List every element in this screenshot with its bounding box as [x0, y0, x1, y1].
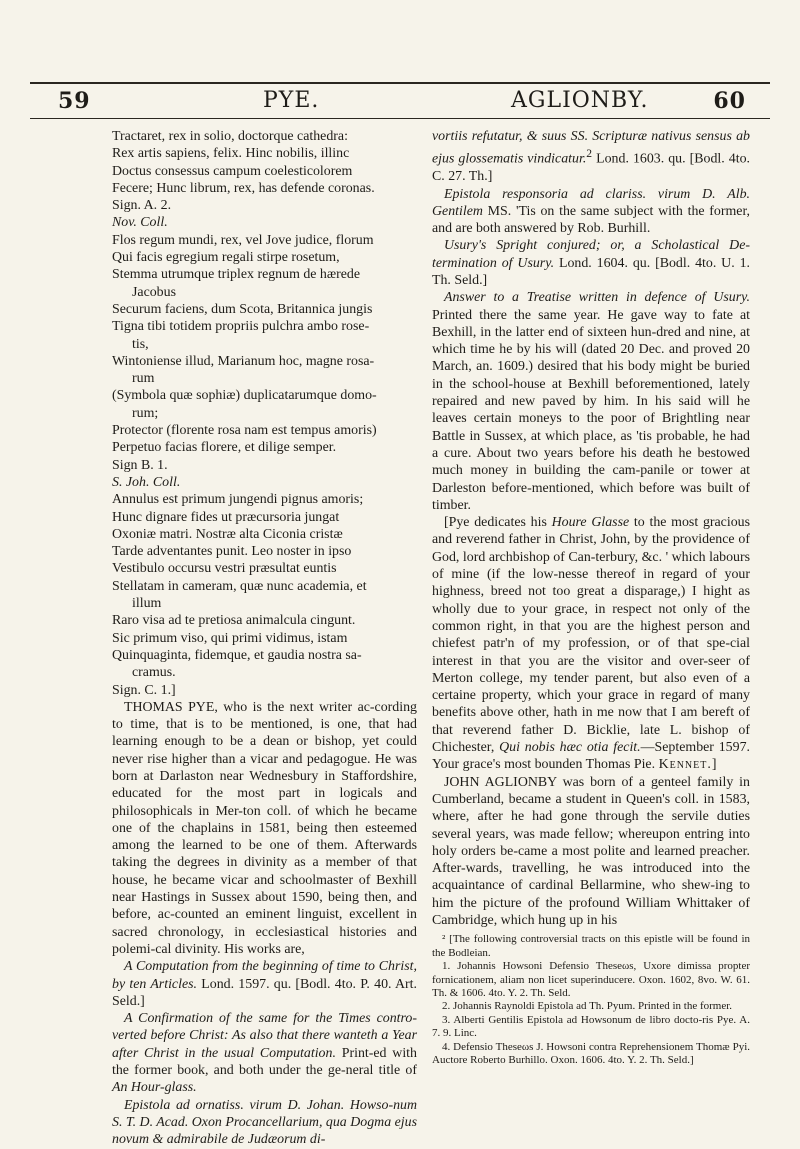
- signature-c1: Sign. C. 1.]: [112, 682, 176, 698]
- verse-line: Annulus est primum jungendi pignus amoris;: [112, 492, 364, 508]
- footnote: 4. Defensio Theseωs J. Howsoni contra Reprehensionem Thomæ Pyi. Auctore Roberto Burhillo. Oxon. 1606. 4to. Y. 2. Th. Seld.]: [432, 1040, 750, 1066]
- verse-line: Protector (florente rosa nam est tempus amoris): [112, 423, 377, 439]
- verse-line: Flos regum mundi, rex, vel Jove judice, florum: [112, 232, 374, 248]
- verse-line: cramus.: [132, 665, 176, 681]
- aglionby-name: JOHN AGLIONBY: [444, 774, 557, 790]
- verse-line: Perpetuo facias florere, et dilige semper.: [112, 440, 337, 456]
- verse-block-1: [112, 128, 417, 197]
- running-title-left: PYE.: [263, 88, 320, 113]
- epistola-continuation: [432, 128, 750, 186]
- work-epistola: Epistola ad ornatiss. virum D. Johan. Howso-num S. T. D. Acad. Oxon Procancellarium, qua Dogma ejus novum & admirabile de Judæorum di-: [112, 1097, 417, 1148]
- right-column: [432, 128, 750, 1067]
- left-column: [112, 128, 417, 1149]
- page-number-left: 59: [58, 88, 91, 114]
- work-imprint: Lond. 1597. qu. [Bodl. 4to. P. 40. Art. Seld.]: [112, 976, 417, 1009]
- verse-line: Stemma utrumque triplex regnum de hærede: [112, 267, 361, 283]
- text: to the most gracious and reverend father in Christ, John, by the providence of God, lord archbishop of Can-terbury, &c. ' which labours of mine (if the low-nesse thereof in regard of your highness, breed not too great a disparage,) I hight as wholly due to your grace, in respect not only of the common right, in that you are the highest person and chiefest patr'n of my profession, or of that spe-cial interest in that you are the visitor and over-seer of Merton college, my tender parent, but also even of a certaine property, which your grace in regard of many benefits above other, hath in me now that I am bereft of that reverend father D. Bicklie, late L. bishop of Chichester,: [432, 515, 750, 756]
- verse-line: Oxoniæ matri. Nostræ alta Ciconia cristæ: [112, 526, 343, 542]
- header-rule-bottom: [30, 118, 770, 119]
- verse-line: Tractaret, rex in solio, doctorque cathedra:: [112, 129, 348, 144]
- aglionby-biography: [432, 774, 750, 930]
- signature-b1: Sign B. 1.: [112, 457, 168, 473]
- signature-a2: Sign. A. 2.: [112, 198, 172, 214]
- latin-quote: Qui nobis hæc otia fecit.: [499, 740, 641, 756]
- footnote: 2. Johannis Raynoldi Epistola ad Th. Pyum. Printed in the former.: [442, 1000, 733, 1013]
- verse-line: Jacobus: [132, 284, 176, 300]
- verse-line: Quinquaginta, fidemque, et gaudia nostra sa-: [112, 647, 362, 663]
- pye-biography: [112, 699, 417, 958]
- work-title: Answer to a Treatise written in defence of Usury.: [444, 290, 750, 306]
- kennet-addition: [432, 514, 750, 773]
- verse-line: Tigna tibi totidem propriis pulchra ambo rose-: [112, 319, 370, 335]
- work-imprint: Lond. 1604. qu. [Bodl. 4to. U. 1. Th. Seld.]: [432, 255, 750, 288]
- work-imprint: Print-ed with the former book, and both under the ge-neral title of: [112, 1045, 417, 1079]
- work-usury-spright: [432, 237, 750, 289]
- footnote: 1. Johannis Howsoni Defensio Theseωs, Uxore dimissa propter fornicationem, aliam non licet superinducere. Oxon. 1602, 8vo. W. 61. Th. & 1606. 4to. Y. 2. Th. Seld.: [432, 960, 750, 999]
- work-note: Printed there the same year. He gave way to fate at Bexhill, in the latter end of sixteen hun-dred and nine, at which time he by his will (dated 20 Dec. and proved 20 March, an. 1609.) desired that his body might be buried in the school-house at Bexhill beforementioned, lately repaired and new paved by him. In his said will he leaves certain moneys to the poor of Brightling near Battle in Sussex, at which place, as 'tis probable, he had a cure. About two years before his death he bestowed much money in building the cam-panile or tower at Darleston before-mentioned, which before was built of timber.: [432, 307, 750, 513]
- verse-line: Securum faciens, dum Scota, Britannica jungis: [112, 301, 373, 317]
- work-title: A Confirmation of the same for the Times contro-verted before Christ: As also that there wanteth a Year after Christ in the usual Computation.: [112, 1011, 417, 1061]
- work-title: Epistola responsoria ad clariss. virum D. Alb. Gentilem: [432, 186, 750, 219]
- college-heading-stjohn: S. Joh. Coll.: [112, 474, 181, 490]
- work-title: A Computation from the beginning of time to Christ, by ten Articles.: [112, 959, 417, 992]
- verse-line: Fecere; Hunc librum, rex, has defende coronas.: [112, 180, 375, 196]
- running-title-right: AGLIONBY.: [511, 88, 649, 113]
- verse-block-2: [112, 232, 417, 457]
- work-title: Houre Glasse: [551, 515, 630, 531]
- header-rule-top: [30, 82, 770, 84]
- text: —September 1597. Your grace's most bounden Thomas Pie.: [432, 740, 750, 773]
- verse-line: rum: [132, 371, 155, 387]
- verse-line: Vestibulo occursu vestri præsultat euntis: [112, 561, 337, 577]
- verse-line: Qui facis egregium regali stirpe rosetum,: [112, 250, 340, 266]
- college-heading-new: Nov. Coll.: [112, 215, 168, 231]
- work-imprint: Lond. 1603. qu. [Bodl. 4to. C. 27. Th.]: [432, 151, 750, 185]
- page-number-right: 60: [713, 88, 746, 114]
- verse-line: Doctus consessus campum coelesticolorem: [112, 163, 353, 179]
- pye-bio-text: who is the next writer ac-cording to time, that is to be mentioned, is one, that had learning enough to be a dean or bishop, yet could never rise higher than a vicar and pedagogue. He was born at Darlaston near Wednesbury in Staffordshire, educated for the most part in logicals and philosophicals in Mer-ton coll. of which he became one of the chaplains in 1581, being then esteemed among the learned to be one of them. Afterwards taking the degrees in divinity as a member of that house, he became vicar and schoolmaster of Bexhill near Hastings in Sussex about 1590, being then, and before, ac-counted an eminent linguist, excellent in sacred chronology, in ecclesiastical histories and polemi-cal divinity. His works are,: [112, 699, 417, 957]
- verse-line: Hunc dignare fides ut præcursoria jungat: [112, 509, 340, 525]
- work-responsoria: [432, 186, 750, 238]
- work-title: Usury's Spright conjured; or, a Scholastical De-termination of Usury.: [432, 238, 750, 271]
- footnote-ref: 2: [586, 147, 593, 161]
- verse-line: Raro visa ad te pretiosa animalcula cingunt.: [112, 613, 356, 629]
- verse-line: illum: [132, 596, 162, 612]
- verse-line: tis,: [132, 336, 149, 352]
- work-note: MS. 'Tis on the same subject with the former, and are both answered by Rob. Burhill.: [432, 203, 750, 237]
- verse-line: Rex artis sapiens, felix. Hinc nobilis, illinc: [112, 146, 350, 162]
- verse-line: Wintoniense illud, Marianum hoc, magne rosa-: [112, 353, 375, 369]
- verse-line: (Symbola quæ sophiæ) duplicatarumque domo-: [112, 388, 377, 404]
- footnote: ² [The following controversial tracts on this epistle will be found in the Bodleian.: [432, 933, 750, 959]
- work-general-title: An Hour-glass.: [112, 1080, 197, 1096]
- verse-line: Sic primum viso, qui primi vidimus, istam: [112, 630, 348, 646]
- verse-line: Tarde adventantes punit. Leo noster in ipso: [112, 544, 352, 560]
- work-confirmation: [112, 1010, 417, 1096]
- work-title: vortiis refutatur, & suus SS. Scripturæ nativus sensus ab ejus glossematis vindicatur.: [432, 129, 750, 167]
- kennet-signature: Kennet.]: [658, 757, 718, 773]
- work-computation: [112, 958, 417, 1010]
- text: [Pye dedicates his: [444, 515, 547, 531]
- aglionby-bio-text: was born of a genteel family in Cumberland, became a student in Queen's coll. in 1583, where, after he had gone through the servile duties several years, was made fellow; whereupon entring into holy orders be-came a most polite and learned preacher. After-wards, travelling, he was introduced into the acquaintance of cardinal Bellarmine, who shew-ing to him the picture of the profound William Whittaker of Cambridge, which hung up in his: [432, 774, 750, 928]
- verse-block-3: [112, 491, 417, 681]
- verse-line: Stellatam in cameram, quæ nunc academia, et: [112, 578, 367, 594]
- pye-name: THOMAS PYE,: [124, 699, 218, 715]
- verse-line: rum;: [132, 405, 159, 421]
- footnotes: [432, 933, 750, 1067]
- work-answer-usury: [432, 289, 750, 514]
- footnote: 3. Alberti Gentilis Epistola ad Howsonum de libro docto-ris Pye. A. 7. 9. Linc.: [432, 1013, 750, 1040]
